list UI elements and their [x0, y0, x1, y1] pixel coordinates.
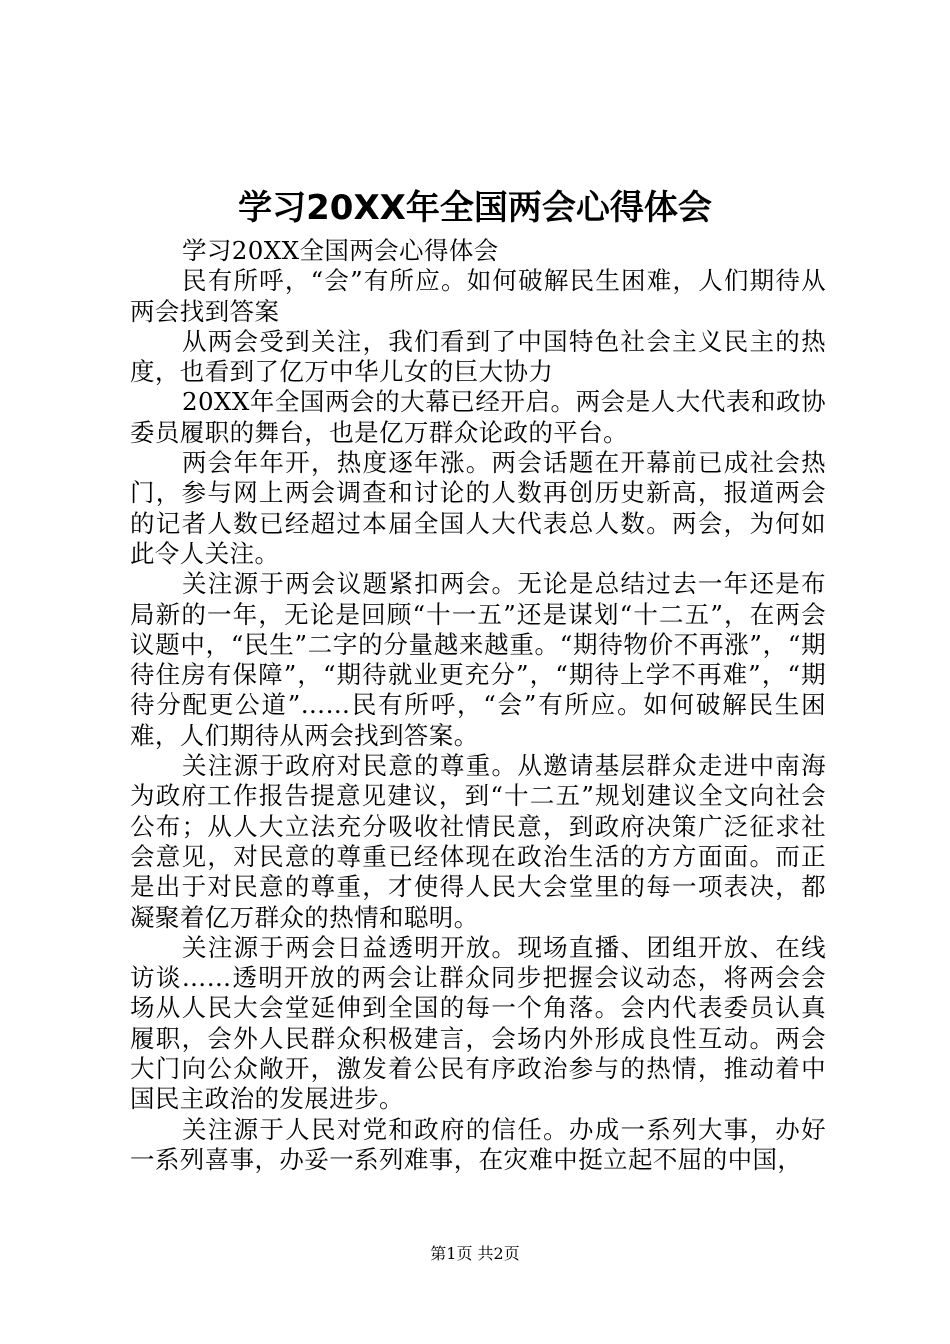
- document-title: 学习20XX年全国两会心得体会: [238, 188, 712, 228]
- paragraph: 关注源于两会日益透明开放。现场直播、团组开放、在线访谈……透明开放的两会让群众同步把握会议动态，将两会会场从人民大会堂延伸到全国的每一个角落。会内代表委员认真履职，会外人民群众积极建言，会场内外形成良性互动。两会大门向公众敞开，激发着公民有序政治参与的热情，推动着中国民主政治的发展进步。: [130, 932, 826, 1114]
- page-footer: 第1页 共2页: [430, 1244, 520, 1263]
- paragraph: 民有所呼，“会”有所应。如何破解民生困难，人们期待从两会找到答案: [130, 266, 826, 326]
- paragraph: 关注源于人民对党和政府的信任。办成一系列大事，办好一系列喜事，办妥一系列难事，在灾难中挺立起不屈的中国，: [130, 1114, 826, 1174]
- paragraph: 关注源于政府对民意的尊重。从邀请基层群众走进中南海为政府工作报告提意见建议，到“十二五”规划建议全文向社会公布；从人大立法充分吸收社情民意，到政府决策广泛征求社会意见，对民意的尊重已经体现在政治生活的方方面面。而正是出于对民意的尊重，才使得人民大会堂里的每一项表决，都凝聚着亿万群众的热情和聪明。: [130, 751, 826, 932]
- paragraph: 两会年年开，热度逐年涨。两会话题在开幕前已成社会热门，参与网上两会调查和讨论的人数再创历史新高，报道两会的记者人数已经超过本届全国人大代表总人数。两会，为何如此令人关注。: [130, 448, 826, 568]
- paragraph-subtitle: 学习20XX全国两会心得体会: [182, 236, 499, 265]
- paragraph: 20XX年全国两会的大幕已经开启。两会是人大代表和政协委员履职的舞台，也是亿万群众论政的平台。: [130, 387, 826, 447]
- document-body: [130, 236, 826, 1175]
- paragraph: 从两会受到关注，我们看到了中国特色社会主义民主的热度，也看到了亿万中华儿女的巨大协力: [130, 326, 826, 387]
- paragraph: 关注源于两会议题紧扣两会。无论是总结过去一年还是布局新的一年，无论是回顾“十一五”还是谋划“十二五”，在两会议题中，“民生”二字的分量越来越重。“期待物价不再涨”，“期待住房有保障”，“期待就业更充分”，“期待上学不再难”，“期待分配更公道”……民有所呼，“会”有所应。如何破解民生困难，人们期待从两会找到答案。: [130, 569, 826, 750]
